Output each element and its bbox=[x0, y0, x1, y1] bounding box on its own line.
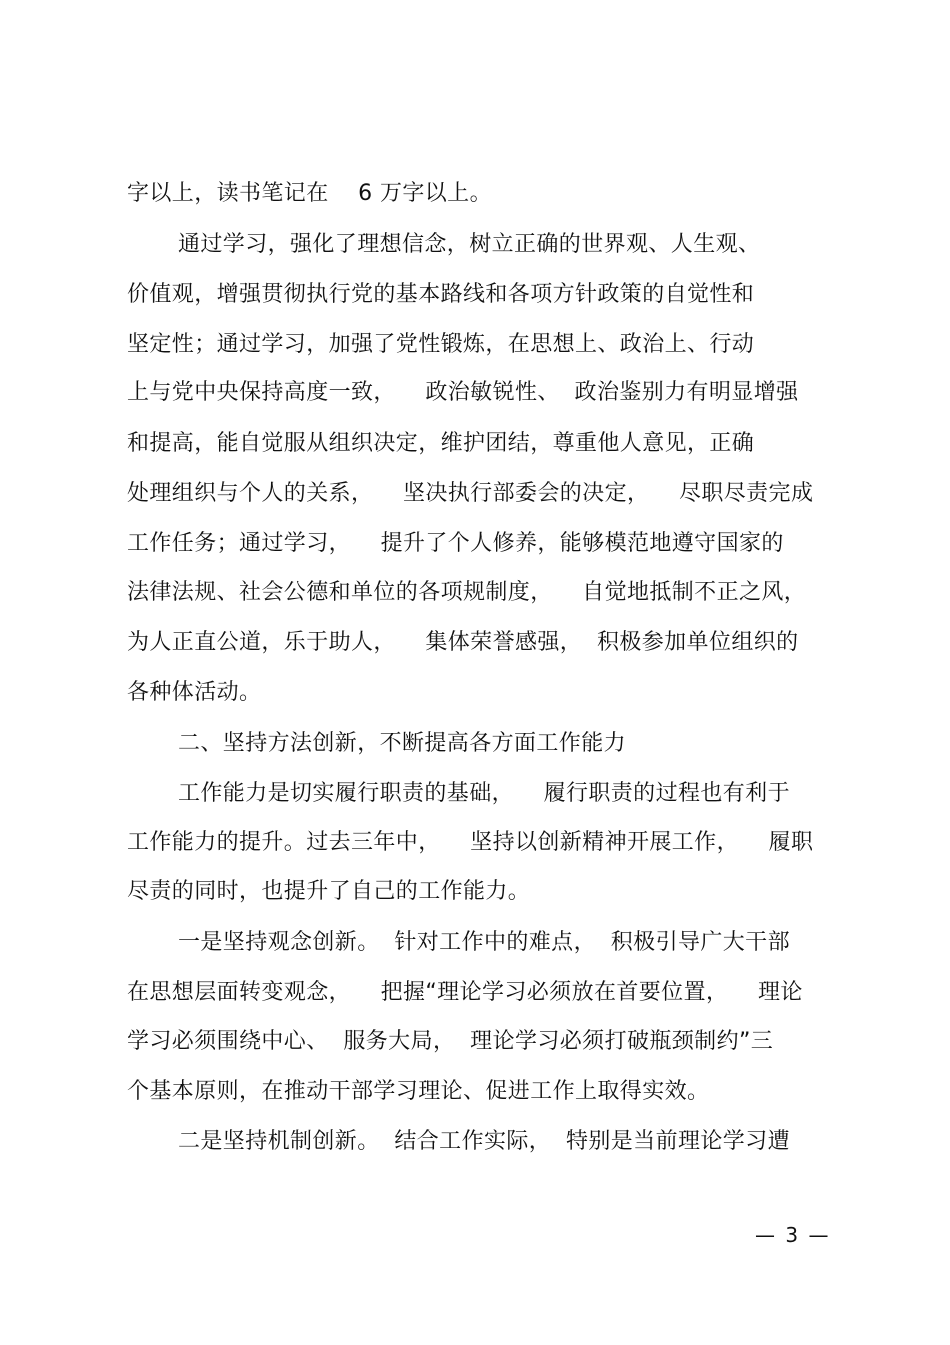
body-text-line: 学习必须围绕中心、 服务大局， 理论学习必须打破瓶颈制约”三 bbox=[127, 1029, 774, 1054]
body-text-line: 坚定性；通过学习，加强了党性锻炼，在思想上、政治上、行动 bbox=[127, 332, 755, 357]
body-text-line: 通过学习，强化了理想信念，树立正确的世界观、人生观、 bbox=[178, 232, 761, 257]
body-text-line: 工作能力是切实履行职责的基础， 履行职责的过程也有利于 bbox=[178, 781, 790, 806]
body-text-line: 二是坚持机制创新。 结合工作实际， 特别是当前理论学习遭 bbox=[178, 1129, 790, 1154]
body-text-line: 工作任务；通过学习， 提升了个人修养，能够模范地遵守国家的 bbox=[127, 531, 784, 556]
body-text-line: 在思想层面转变观念， 把握“理论学习必须放在首要位置， 理论 bbox=[127, 980, 803, 1005]
body-text-line: 字以上，读书笔记在 6 万字以上。 bbox=[127, 181, 492, 206]
body-text-line: 和提高，能自觉服从组织决定，维护团结，尊重他人意见，正确 bbox=[127, 431, 755, 456]
body-text-line: 法律法规、社会公德和单位的各项规制度， 自觉地抵制不正之风， bbox=[127, 580, 807, 605]
body-text-line: 为人正直公道，乐于助人， 集体荣誉感强， 积极参加单位组织的 bbox=[127, 630, 799, 655]
body-text-line: 一是坚持观念创新。 针对工作中的难点， 积极引导广大干部 bbox=[178, 930, 790, 955]
page-number: — 3 — bbox=[755, 1223, 831, 1247]
body-text-line: 尽责的同时，也提升了自己的工作能力。 bbox=[127, 879, 531, 904]
body-text-line: 价值观，增强贯彻执行党的基本路线和各项方针政策的自觉性和 bbox=[127, 282, 755, 307]
body-text-line: 工作能力的提升。过去三年中， 坚持以创新精神开展工作， 履职 bbox=[127, 830, 814, 855]
body-text-line: 各种体活动。 bbox=[127, 680, 262, 705]
body-text-line: 个基本原则，在推动干部学习理论、促进工作上取得实效。 bbox=[127, 1079, 710, 1104]
body-text-line: 处理组织与个人的关系， 坚决执行部委会的决定， 尽职尽责完成 bbox=[127, 481, 814, 506]
section-heading: 二、坚持方法创新，不断提高各方面工作能力 bbox=[178, 731, 627, 756]
body-text-line: 上与党中央保持高度一致， 政治敏锐性、 政治鉴别力有明显增强 bbox=[127, 380, 799, 405]
